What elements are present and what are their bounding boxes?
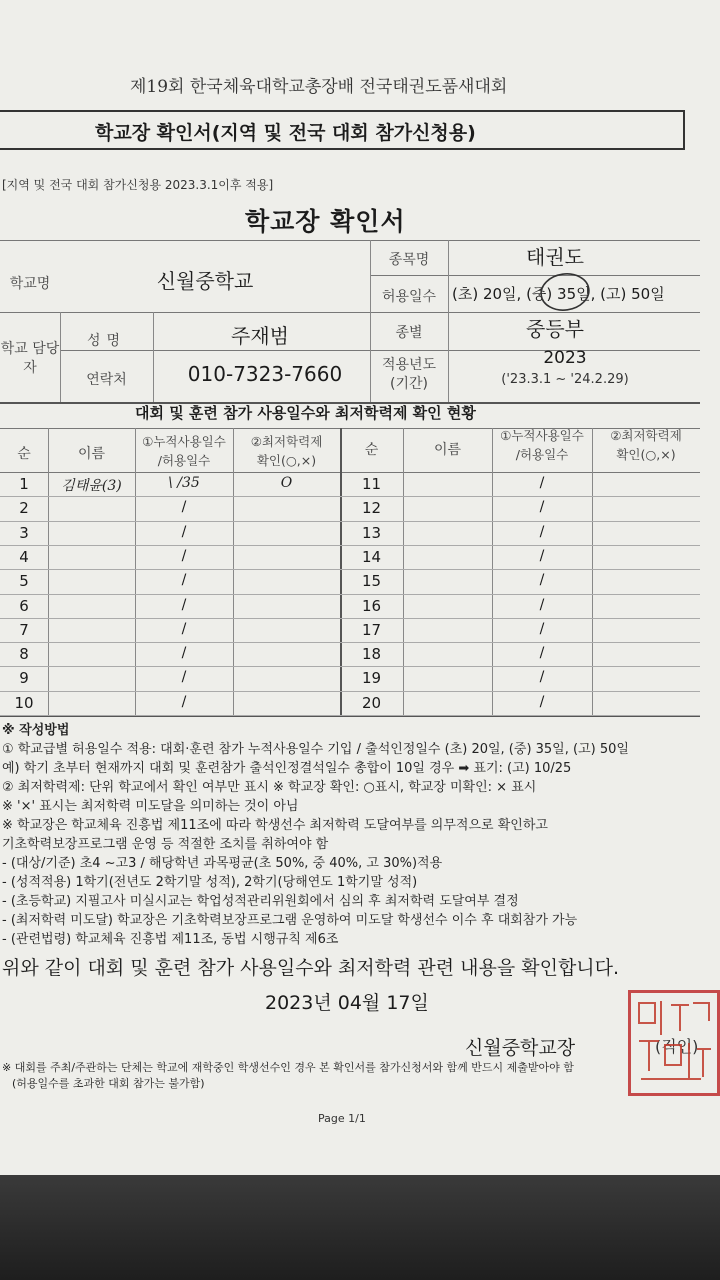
contact-value: 010-7323-7660: [187, 362, 343, 386]
school-name-value: 신월중학교: [156, 269, 254, 293]
row-divider: [0, 496, 340, 497]
allowed-days-value: (초) 20일, (중) 35일, (고) 50일: [452, 285, 665, 303]
table-cell-days[interactable]: /: [539, 596, 545, 613]
col-header-no-right: 순: [364, 442, 379, 458]
instruction-line: - (관련법령) 학교체육 진흥법 제11조, 동법 시행규칙 제6조: [2, 932, 339, 947]
table-cell-days[interactable]: /: [539, 572, 545, 589]
table-cell-no: 15: [361, 572, 382, 591]
sport-value: 태권도: [526, 245, 584, 269]
table-cell-no: 5: [19, 572, 29, 591]
name-value: 주재범: [231, 324, 289, 348]
manager-label: 학교 담당자: [0, 341, 60, 376]
principal-name: 신월중학교장: [465, 1037, 576, 1059]
row-divider: [340, 545, 700, 546]
gender-value: 중등부: [526, 317, 584, 341]
table-cell-no: 11: [361, 475, 382, 493]
circle-mark-icon: [537, 270, 597, 314]
col-header-name: 이름: [77, 446, 106, 462]
table-cell-no: 2: [19, 499, 29, 518]
table-cell-no: 19: [361, 669, 382, 688]
school-name-label: 학교명: [9, 276, 51, 292]
row-divider: [0, 569, 340, 570]
table-cell-days[interactable]: /: [181, 645, 187, 662]
row-divider: [340, 521, 700, 522]
col-header-no: 순: [17, 446, 31, 462]
sport-label: 종목명: [388, 252, 430, 268]
table-cell-days[interactable]: /: [539, 645, 545, 662]
background-surface: [0, 1175, 720, 1280]
allowed-days-label: 허용일수: [381, 289, 437, 305]
instruction-line: ※ '×' 표시는 최저학력 미도달을 의미하는 것이 아님: [2, 799, 299, 814]
period-value: ('23.3.1 ~ '24.2.29): [501, 372, 629, 387]
row-divider: [340, 496, 700, 497]
row-divider: [0, 666, 340, 667]
table-cell-no: 8: [19, 645, 29, 664]
form-title: 학교장 확인서(지역 및 전국 대회 참가신청용): [95, 122, 476, 144]
form-version-note: [지역 및 전국 대회 참가신청용 2023.3.1이후 적용]: [2, 178, 274, 192]
table-cell-no: 12: [361, 499, 382, 518]
table-cell-no: 10: [14, 693, 34, 712]
gender-label: 종별: [395, 325, 423, 341]
table-cell-days[interactable]: /: [539, 499, 545, 516]
instruction-line: ※ 학교장은 학교체육 진흥법 제11조에 따라 학생선수 최저학력 도달여부를 의무적으로 확인하고: [2, 818, 548, 833]
page-number: Page 1/1: [318, 1112, 366, 1125]
table-cell-days[interactable]: /: [539, 693, 545, 710]
table-cell-days[interactable]: /: [181, 547, 187, 564]
seal-label: (직인): [655, 1037, 699, 1056]
table-cell-days[interactable]: /: [181, 693, 187, 710]
status-section-title: 대회 및 훈련 참가 사용일수와 최저학력제 확인 현황: [135, 404, 476, 422]
row-divider: [340, 618, 700, 619]
row-divider: [0, 521, 340, 522]
table-cell-no: 4: [19, 547, 29, 566]
instruction-line: ② 최저학력제: 단위 학교에서 확인 여부만 표시 ※ 학교장 확인: ○표시, 학교장 미확인: × 표시: [2, 780, 537, 795]
confirmation-statement: 위와 같이 대회 및 훈련 참가 사용일수와 최저학력 관련 내용을 확인합니다.: [2, 957, 620, 979]
row-divider: [0, 545, 340, 546]
table-cell-days[interactable]: /: [539, 547, 545, 564]
issue-date: 2023년 04월 17일: [265, 992, 429, 1014]
col-header-cumulative: ①누적사용일수 /허용일수: [142, 434, 226, 468]
instruction-line: - (성적적용) 1학기(전년도 2학기말 성적), 2학기(당해연도 1학기말 성적): [2, 875, 418, 890]
table-cell-days[interactable]: /: [181, 499, 187, 516]
table-cell-no: 7: [19, 620, 29, 639]
table-cell-days[interactable]: /: [539, 669, 545, 686]
col-header-name-right: 이름: [433, 442, 462, 458]
instruction-line: 기초학력보장프로그램 운영 등 적절한 조치를 취하여야 함: [2, 837, 329, 852]
row-divider: [340, 569, 700, 570]
name-label: 성명: [86, 333, 127, 349]
table-cell-no: 17: [361, 620, 382, 639]
row-divider: [340, 666, 700, 667]
period-label: (기간): [390, 376, 428, 392]
school-seal-stamp: [628, 990, 720, 1096]
applied-year-value: 2023: [543, 348, 587, 368]
instruction-line: - (대상/기준) 초4 ~고3 / 해당학년 과목평균(초 50%, 중 40%, 고 30%)적용: [2, 856, 443, 871]
contact-label: 연락처: [86, 372, 127, 388]
table-cell-days[interactable]: \ /35: [168, 475, 200, 491]
row-divider: [0, 618, 340, 619]
table-cell-no: 18: [361, 645, 382, 664]
row-divider: [0, 715, 340, 716]
table-cell-no: 9: [19, 669, 29, 688]
row-divider: [0, 594, 340, 595]
doc-title: 학교장 확인서: [245, 207, 406, 236]
form-title-box: [0, 110, 685, 150]
row-divider: [340, 715, 700, 716]
col-header-cumulative-right: ①누적사용일수 /허용일수: [500, 428, 584, 462]
table-cell-no: 3: [19, 523, 29, 542]
table-cell-days[interactable]: /: [539, 475, 545, 491]
instruction-line: 예) 학기 초부터 현재까지 대회 및 훈련참가 출석인정결석일수 총합이 10일 경우 ➡ 표기: (고) 10/25: [2, 761, 572, 776]
table-cell-days[interactable]: /: [539, 620, 545, 637]
instruction-line: ① 학교급별 허용일수 적용: 대회·훈련 참가 누적사용일수 기입 / 출석인정일수 (초) 20일, (중) 35일, (고) 50일: [2, 742, 629, 757]
col-header-min-academic: ②최저학력제 확인(○,×): [250, 434, 323, 468]
table-cell-days[interactable]: /: [181, 572, 187, 589]
row-divider: [340, 594, 700, 595]
table-cell-no: 14: [361, 547, 382, 566]
table-cell-name[interactable]: 김태윤(3): [61, 478, 122, 494]
table-cell-days[interactable]: /: [181, 669, 187, 686]
applied-year-label: 적용년도: [381, 357, 437, 373]
footer-note-2: (허용일수를 초과한 대회 참가는 불가함): [12, 1077, 205, 1090]
table-cell-check[interactable]: O: [280, 475, 293, 491]
footer-note-1: ※ 대회를 주최/주관하는 단체는 학교에 재학중인 학생선수인 경우 본 확인서를 참가신청서와 함께 반드시 제출받아야 함: [2, 1061, 574, 1074]
instruction-line: - (초등학교) 지필고사 미실시교는 학업성적관리위원회에서 심의 후 최저학력 도달여부 결정: [2, 894, 519, 909]
col-header-min-academic-right: ②최저학력제 확인(○,×): [610, 428, 682, 462]
row-divider: [340, 642, 700, 643]
table-cell-no: 20: [361, 693, 382, 712]
row-divider: [340, 691, 700, 692]
table-cell-days[interactable]: /: [181, 523, 187, 540]
table-cell-no: 6: [19, 596, 29, 615]
instruction-line: - (최저학력 미도달) 학교장은 기초학력보장프로그램 운영하여 미도달 학생선수 이수 후 대회참가 가능: [2, 913, 578, 928]
row-divider: [0, 642, 340, 643]
table-cell-days[interactable]: /: [539, 523, 545, 540]
instruction-line: ※ 작성방법: [2, 723, 70, 738]
event-title: 제19회 한국체육대학교총장배 전국태권도품새대회: [130, 77, 508, 97]
table-cell-no: 16: [361, 596, 382, 615]
row-divider: [0, 691, 340, 692]
table-cell-days[interactable]: /: [181, 620, 187, 637]
table-cell-days[interactable]: /: [181, 596, 187, 613]
table-cell-no: 13: [361, 523, 382, 542]
table-cell-no: 1: [19, 475, 29, 493]
